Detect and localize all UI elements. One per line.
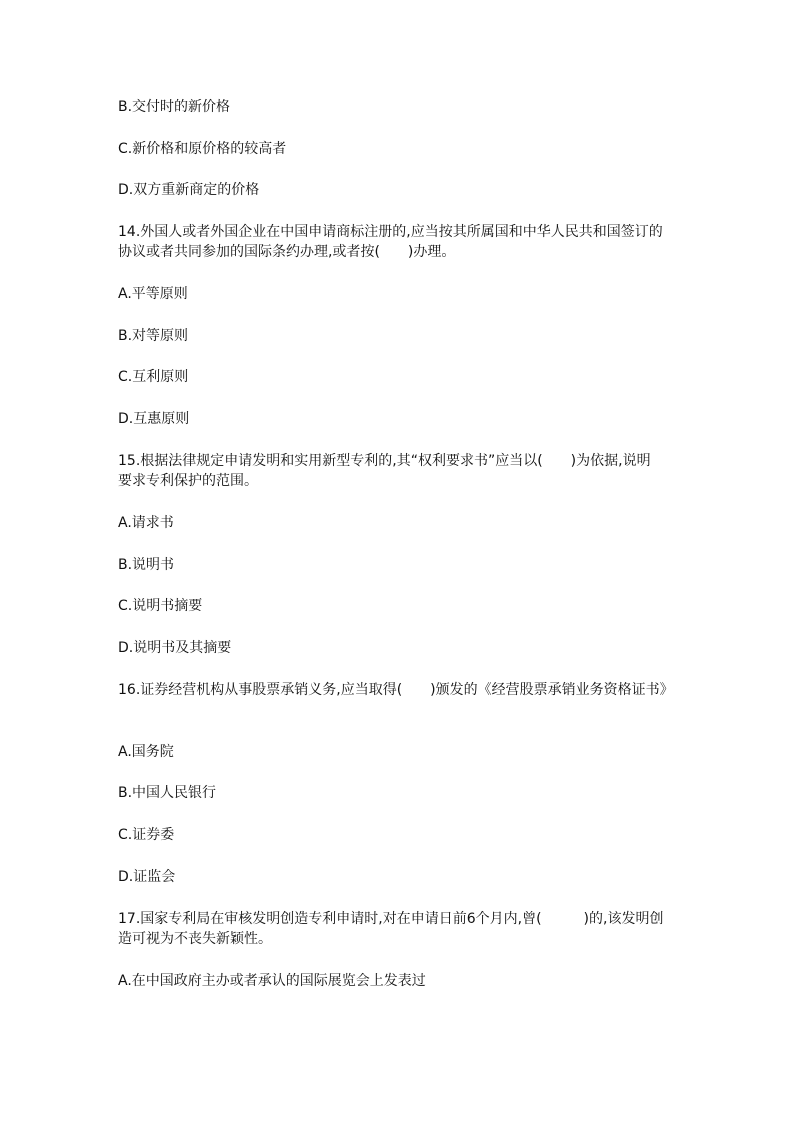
option-15c: C.说明书摘要 — [118, 598, 203, 614]
option-15b: B.说明书 — [118, 557, 175, 573]
option-13c: C.新价格和原价格的较高者 — [118, 141, 287, 157]
option-16a: A.国务院 — [118, 744, 174, 760]
option-16c: C.证券委 — [118, 827, 175, 843]
option-14b: B.对等原则 — [118, 328, 189, 344]
option-13b: B.交付时的新价格 — [118, 99, 231, 115]
question-17-line-1: 17.国家专利局在审核发明创造专利申请时,对在申请日前6个月内,曾( )的,该发明创 — [118, 911, 664, 927]
question-15-line-1: 15.根据法律规定申请发明和实用新型专利的,其“权利要求书”应当以( )为依据,说明 — [118, 453, 651, 469]
option-14a: A.平等原则 — [118, 286, 188, 302]
option-14c: C.互利原则 — [118, 369, 189, 385]
option-17a: A.在中国政府主办或者承认的国际展览会上发表过 — [118, 973, 426, 989]
question-17-line-2: 造可视为不丧失新颖性。 — [118, 931, 272, 947]
question-14-line-2: 协议或者共同参加的国际条约办理,或者按( )办理。 — [118, 244, 456, 260]
option-16b: B.中国人民银行 — [118, 785, 217, 801]
option-16d: D.证监会 — [118, 869, 176, 885]
option-14d: D.互惠原则 — [118, 411, 190, 427]
question-16: 16.证券经营机构从事股票承销义务,应当取得( )颁发的《经营股票承销业务资格证书》 — [118, 682, 674, 698]
option-13d: D.双方重新商定的价格 — [118, 182, 260, 198]
option-15d: D.说明书及其摘要 — [118, 640, 232, 656]
question-14-line-1: 14.外国人或者外国企业在中国申请商标注册的,应当按其所属国和中华人民共和国签订的 — [118, 224, 663, 240]
option-15a: A.请求书 — [118, 515, 174, 531]
question-15-line-2: 要求专利保护的范围。 — [118, 473, 258, 489]
